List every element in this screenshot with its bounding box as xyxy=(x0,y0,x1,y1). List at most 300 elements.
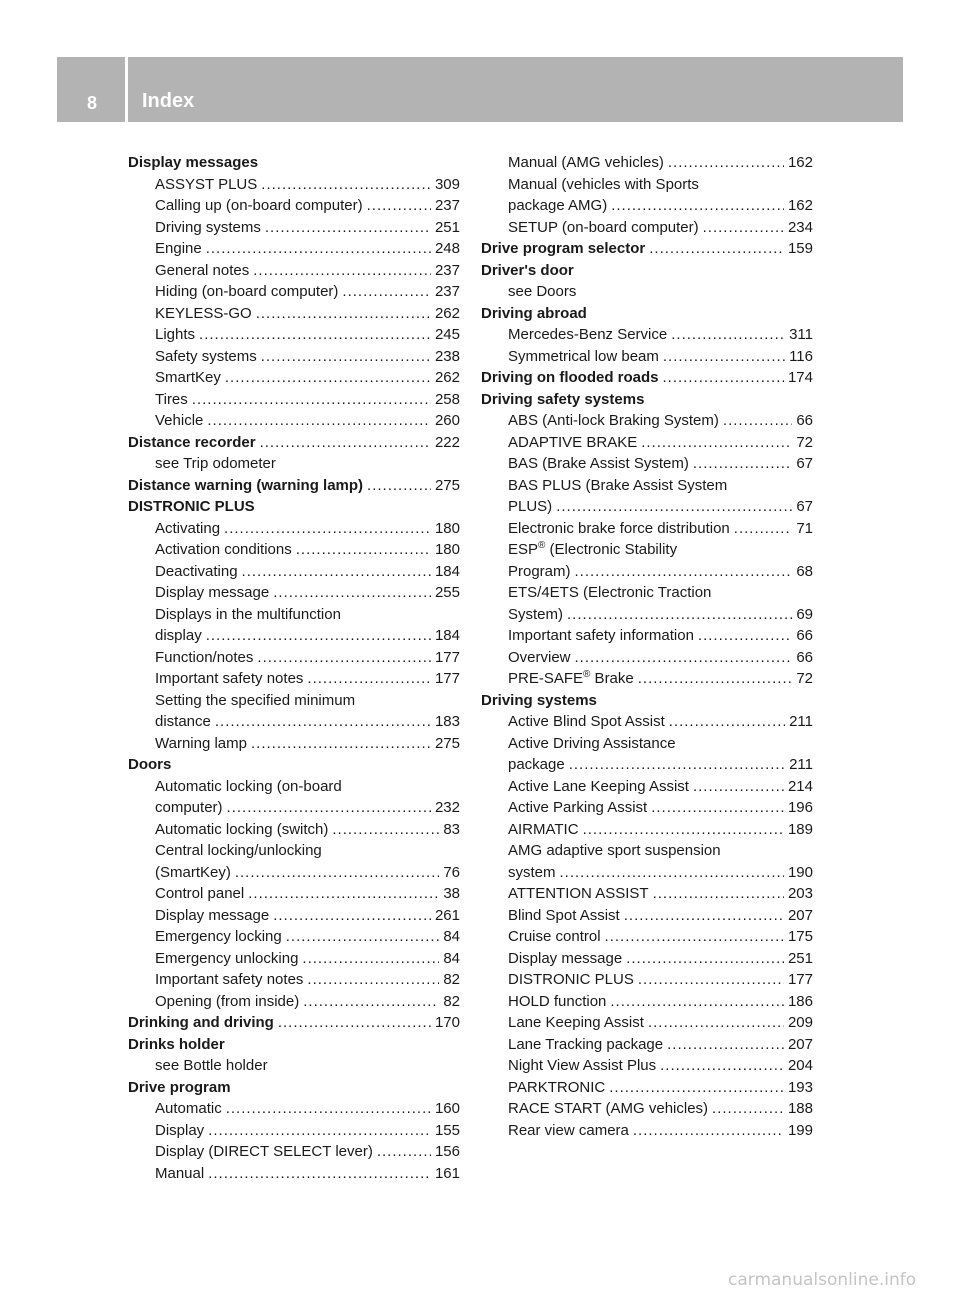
entry-text: Display message xyxy=(508,949,623,967)
index-subentry xyxy=(128,926,460,948)
dot-leader xyxy=(703,217,784,239)
page-reference: 66 xyxy=(796,648,813,666)
page-reference: 245 xyxy=(434,326,460,343)
entry-label xyxy=(155,991,299,1013)
index-subentry xyxy=(481,668,813,690)
index-subentry xyxy=(481,1012,813,1034)
dot-leader xyxy=(575,561,793,583)
dot-leader xyxy=(261,346,431,368)
entry-label xyxy=(155,905,269,927)
entry-text: AIRMATIC xyxy=(508,820,579,838)
entry-text: Displays in the multifunction xyxy=(155,605,341,623)
entry-text: see Doors xyxy=(508,283,577,300)
entry-label xyxy=(155,174,257,196)
index-subentry xyxy=(128,582,460,604)
page-reference: 275 xyxy=(434,476,460,494)
page-reference: 156 xyxy=(434,1143,460,1160)
entry-label xyxy=(481,367,659,389)
entry-text: see Bottle holder xyxy=(155,1057,268,1074)
dot-leader xyxy=(253,260,431,282)
index-subentry xyxy=(128,862,460,884)
index-subentry xyxy=(481,776,813,798)
index-heading: Doors xyxy=(128,756,172,773)
entry-label xyxy=(155,539,292,561)
index-entry xyxy=(128,432,460,454)
dot-leader xyxy=(265,217,431,239)
index-subentry xyxy=(128,883,460,905)
index-subentry xyxy=(481,1055,813,1077)
entry-text: Mercedes-Benz Service xyxy=(508,326,668,343)
page-reference: 84 xyxy=(443,928,460,945)
entry-label xyxy=(508,152,664,174)
entry-label xyxy=(508,518,730,540)
entry-label xyxy=(508,453,689,475)
entry-label xyxy=(508,969,634,991)
entry-label xyxy=(508,432,637,454)
page-reference: 72 xyxy=(796,433,813,451)
entry-text: Lights xyxy=(155,326,196,343)
page-reference: 189 xyxy=(787,820,813,838)
dot-leader xyxy=(651,797,784,819)
entry-text: Night View Assist Plus xyxy=(508,1057,657,1074)
dot-leader xyxy=(208,1120,431,1142)
dot-leader xyxy=(226,1098,431,1120)
entry-label xyxy=(155,561,238,583)
entry-text: Opening (from inside) xyxy=(155,992,300,1010)
entry-label xyxy=(508,346,659,368)
entry-label xyxy=(508,1098,708,1120)
dot-leader xyxy=(567,604,792,626)
entry-text: Manual (AMG vehicles) xyxy=(508,154,664,171)
index-subentry-text xyxy=(128,840,460,862)
page-reference: 251 xyxy=(787,949,813,967)
page-reference: 67 xyxy=(796,455,813,472)
page-reference: 186 xyxy=(787,992,813,1010)
page-reference: 66 xyxy=(796,627,813,644)
entry-text: Active Parking Assist xyxy=(508,799,648,816)
dot-leader xyxy=(302,948,439,970)
dot-leader xyxy=(332,819,439,841)
entry-label xyxy=(508,604,563,626)
entry-text: ATTENTION ASSIST xyxy=(508,885,649,902)
page-reference: 262 xyxy=(434,369,460,386)
entry-text: Important safety notes xyxy=(155,670,304,687)
index-subentry xyxy=(128,969,460,991)
dot-leader xyxy=(227,797,431,819)
entry-label xyxy=(508,668,634,690)
page-reference: 311 xyxy=(789,326,813,343)
entry-text: Deactivating xyxy=(155,562,238,580)
dot-leader xyxy=(663,367,784,389)
entry-label xyxy=(508,862,556,884)
dot-leader xyxy=(257,647,431,669)
entry-label xyxy=(508,1120,629,1142)
index-subentry-text xyxy=(481,582,813,604)
page-reference: 237 xyxy=(434,261,460,279)
page-reference: 196 xyxy=(787,799,813,816)
entry-label xyxy=(508,561,571,583)
page-reference: 193 xyxy=(787,1078,813,1096)
watermark-text: carmanualsonline.info xyxy=(728,1270,917,1290)
entry-text: Emergency locking xyxy=(155,928,282,945)
page-reference: 159 xyxy=(787,240,813,257)
dot-leader xyxy=(633,1120,784,1142)
dot-leader xyxy=(377,1141,431,1163)
entry-text: PRE-SAFE xyxy=(508,670,584,687)
dot-leader xyxy=(556,496,792,518)
entry-label xyxy=(508,625,694,647)
entry-label xyxy=(155,346,257,368)
entry-text: Active Lane Keeping Assist xyxy=(508,777,689,795)
entry-text: ESP xyxy=(508,541,539,558)
entry-text: Important safety notes xyxy=(155,971,304,988)
entry-text: Vehicle xyxy=(155,412,204,429)
page-reference: 84 xyxy=(443,949,460,967)
entry-label xyxy=(155,281,338,303)
dot-leader xyxy=(575,647,793,669)
index-subentry xyxy=(128,389,460,411)
entry-label xyxy=(155,797,223,819)
entry-label xyxy=(155,518,220,540)
index-subentry-text xyxy=(481,281,813,303)
index-subentry xyxy=(128,1163,460,1185)
index-subentry xyxy=(128,281,460,303)
entry-label xyxy=(508,905,620,927)
dot-leader xyxy=(242,561,431,583)
dot-leader xyxy=(611,195,784,217)
page-reference: 170 xyxy=(434,1014,460,1031)
page-reference: 71 xyxy=(796,519,813,537)
dot-leader xyxy=(648,1012,784,1034)
page-title: Index xyxy=(142,90,195,112)
entry-text: General notes xyxy=(155,261,250,279)
page-reference: 76 xyxy=(443,863,460,881)
page-reference: 162 xyxy=(787,154,813,171)
entry-label xyxy=(508,797,647,819)
index-subentry xyxy=(128,518,460,540)
entry-text: Drinking and driving xyxy=(128,1014,274,1031)
index-subentry xyxy=(481,152,813,174)
entry-label xyxy=(155,1120,204,1142)
page-reference: 258 xyxy=(434,390,460,408)
index-subentry xyxy=(481,819,813,841)
page-reference: 116 xyxy=(789,347,813,365)
page-reference: 38 xyxy=(443,885,460,902)
entry-text: Activating xyxy=(155,519,221,537)
entry-label xyxy=(155,410,203,432)
dot-leader xyxy=(641,432,792,454)
entry-label xyxy=(155,389,188,411)
entry-text: (SmartKey) xyxy=(155,863,231,881)
index-subentry xyxy=(128,1098,460,1120)
entry-text: Lane Tracking package xyxy=(508,1035,664,1053)
dot-leader xyxy=(278,1012,431,1034)
page-reference: 248 xyxy=(434,240,460,257)
entry-label xyxy=(508,754,565,776)
entry-text-continued: (Electronic Stability xyxy=(545,541,678,558)
page-reference: 162 xyxy=(787,197,813,214)
entry-text: Automatic locking (switch) xyxy=(155,820,329,838)
entry-label xyxy=(508,217,699,239)
entry-text: ETS/4ETS (Electronic Traction xyxy=(508,584,712,601)
dot-leader xyxy=(296,539,431,561)
page-reference: 214 xyxy=(787,777,813,795)
entry-label xyxy=(155,647,253,669)
page-reference: 161 xyxy=(434,1164,460,1182)
entry-text: HOLD function xyxy=(508,992,607,1010)
dot-leader xyxy=(569,754,785,776)
dot-leader xyxy=(712,1098,784,1120)
entry-label xyxy=(508,1012,644,1034)
entry-text: Calling up (on-board computer) xyxy=(155,197,363,214)
entry-text: Rear view camera xyxy=(508,1121,629,1139)
index-subentry xyxy=(481,991,813,1013)
entry-label xyxy=(155,367,221,389)
index-column-left xyxy=(128,152,460,1184)
page-reference: 160 xyxy=(434,1100,460,1117)
entry-label xyxy=(155,217,261,239)
registered-mark: ® xyxy=(538,540,546,551)
entry-label xyxy=(508,991,606,1013)
index-subentry xyxy=(128,217,460,239)
entry-label xyxy=(508,1055,656,1077)
page-reference: 261 xyxy=(434,906,460,924)
dot-leader xyxy=(626,948,784,970)
entry-label xyxy=(155,625,202,647)
dot-leader xyxy=(653,883,784,905)
entry-text: Display message xyxy=(155,906,270,924)
entry-text: ASSYST PLUS xyxy=(155,175,258,193)
index-subentry xyxy=(481,1120,813,1142)
index-subentry xyxy=(128,539,460,561)
page-header xyxy=(57,57,903,122)
page-reference: 237 xyxy=(434,197,460,214)
index-subentry xyxy=(128,324,460,346)
index-subentry-text xyxy=(128,1055,460,1077)
index-subentry xyxy=(128,948,460,970)
dot-leader xyxy=(693,776,784,798)
dot-leader xyxy=(560,862,784,884)
entry-text: Control panel xyxy=(155,885,245,902)
page-reference: 82 xyxy=(443,971,460,988)
dot-leader xyxy=(638,668,793,690)
entry-text: Overview xyxy=(508,648,571,666)
dot-leader xyxy=(583,819,784,841)
dot-leader xyxy=(261,174,431,196)
page-reference: 67 xyxy=(796,498,813,515)
dot-leader xyxy=(273,905,431,927)
index-subentry xyxy=(481,1098,813,1120)
page-reference: 222 xyxy=(434,433,460,451)
page-reference: 275 xyxy=(434,734,460,752)
index-subentry xyxy=(481,410,813,432)
header-divider xyxy=(125,57,128,122)
page-reference: 69 xyxy=(796,605,813,623)
page-reference: 209 xyxy=(787,1014,813,1031)
index-subentry xyxy=(481,905,813,927)
entry-text: Active Driving Assistance xyxy=(508,734,676,752)
dot-leader xyxy=(367,195,431,217)
page-reference: 199 xyxy=(787,1121,813,1139)
page-reference: 82 xyxy=(443,992,460,1010)
dot-leader xyxy=(610,991,784,1013)
entry-text: SmartKey xyxy=(155,369,221,386)
index-heading: Drinks holder xyxy=(128,1035,225,1053)
entry-label xyxy=(155,195,363,217)
entry-label xyxy=(508,819,579,841)
entry-text: Important safety information xyxy=(508,627,694,644)
index-subentry-text xyxy=(481,539,813,561)
entry-text: KEYLESS-GO xyxy=(155,304,252,322)
entry-label xyxy=(508,776,689,798)
index-subentry xyxy=(128,991,460,1013)
entry-text: BAS (Brake Assist System) xyxy=(508,455,689,472)
index-subentry-text xyxy=(128,690,460,712)
entry-label xyxy=(508,883,649,905)
entry-label xyxy=(155,260,249,282)
entry-label xyxy=(508,1077,605,1099)
dot-leader xyxy=(307,668,431,690)
entry-text: Hiding (on-board computer) xyxy=(155,283,339,300)
page-reference: 175 xyxy=(787,928,813,945)
dot-leader xyxy=(303,991,439,1013)
index-subentry xyxy=(128,733,460,755)
index-subentry xyxy=(481,195,813,217)
dot-leader xyxy=(273,582,431,604)
index-column-right xyxy=(481,152,813,1141)
dot-leader xyxy=(225,367,431,389)
index-subentry xyxy=(481,604,813,626)
page-reference: 207 xyxy=(787,1035,813,1053)
index-heading: Driving safety systems xyxy=(481,390,645,408)
index-subentry xyxy=(128,797,460,819)
dot-leader xyxy=(624,905,784,927)
entry-text: Central locking/unlocking xyxy=(155,842,322,859)
entry-label xyxy=(128,1012,274,1034)
dot-leader xyxy=(207,410,431,432)
index-subentry xyxy=(128,819,460,841)
page-reference: 66 xyxy=(796,412,813,429)
entry-text: ABS (Anti-lock Braking System) xyxy=(508,412,719,429)
page-reference: 177 xyxy=(787,971,813,988)
dot-leader xyxy=(208,1163,431,1185)
index-heading: Driving abroad xyxy=(481,304,587,322)
index-subentry xyxy=(128,346,460,368)
entry-label xyxy=(508,1034,663,1056)
entry-label xyxy=(508,926,601,948)
index-subentry xyxy=(481,926,813,948)
entry-text: Active Blind Spot Assist xyxy=(508,713,665,730)
index-subentry xyxy=(481,625,813,647)
index-subentry xyxy=(481,518,813,540)
page-reference: 211 xyxy=(789,713,813,730)
index-subentry xyxy=(481,346,813,368)
index-subentry xyxy=(481,432,813,454)
entry-text: Warning lamp xyxy=(155,734,247,752)
entry-label xyxy=(155,969,303,991)
index-subentry xyxy=(128,238,460,260)
entry-label xyxy=(155,668,303,690)
index-subentry xyxy=(128,195,460,217)
entry-text: Manual xyxy=(155,1164,205,1182)
index-subentry xyxy=(481,561,813,583)
page-reference: 255 xyxy=(434,584,460,601)
entry-label xyxy=(481,238,645,260)
dot-leader xyxy=(638,969,784,991)
entry-label xyxy=(128,475,363,497)
entry-text: display xyxy=(155,627,202,644)
entry-label xyxy=(508,711,665,733)
dot-leader xyxy=(660,1055,784,1077)
page-reference: 232 xyxy=(434,799,460,816)
entry-text: Display (DIRECT SELECT lever) xyxy=(155,1143,373,1160)
dot-leader xyxy=(649,238,784,260)
index-heading: DISTRONIC PLUS xyxy=(128,498,255,515)
entry-text: Blind Spot Assist xyxy=(508,906,620,924)
entry-label xyxy=(508,948,622,970)
entry-text: Cruise control xyxy=(508,928,601,945)
entry-label xyxy=(155,883,244,905)
entry-text: Distance recorder xyxy=(128,433,256,451)
entry-text: computer) xyxy=(155,799,223,816)
page-reference: 183 xyxy=(434,713,460,730)
page-reference: 309 xyxy=(434,175,460,193)
index-subentry xyxy=(481,324,813,346)
index-subentry xyxy=(128,905,460,927)
entry-label xyxy=(155,926,282,948)
index-subentry-text xyxy=(481,475,813,497)
entry-text-continued: Brake xyxy=(590,670,634,687)
entry-label xyxy=(155,324,195,346)
entry-text: Automatic xyxy=(155,1100,222,1117)
dot-leader xyxy=(605,926,784,948)
entry-text: Setting the specified minimum xyxy=(155,691,356,709)
index-heading: Driver's door xyxy=(481,261,574,279)
page-reference: 180 xyxy=(434,519,460,537)
index-subentry xyxy=(128,711,460,733)
entry-text: Function/notes xyxy=(155,648,254,666)
page-reference: 174 xyxy=(787,369,813,386)
index-subentry xyxy=(128,1120,460,1142)
page-reference: 188 xyxy=(787,1100,813,1117)
index-subentry xyxy=(481,453,813,475)
entry-text: PARKTRONIC xyxy=(508,1078,606,1096)
dot-leader xyxy=(609,1077,784,1099)
dot-leader xyxy=(206,625,431,647)
page-reference: 251 xyxy=(434,218,460,236)
index-subentry xyxy=(481,1077,813,1099)
page-reference: 238 xyxy=(434,347,460,365)
index-subentry xyxy=(481,948,813,970)
entry-text: RACE START (AMG vehicles) xyxy=(508,1100,709,1117)
entry-text: Lane Keeping Assist xyxy=(508,1014,644,1031)
entry-label xyxy=(155,862,231,884)
dot-leader xyxy=(671,324,785,346)
entry-text: AMG adaptive sport suspension xyxy=(508,842,721,859)
index-entry xyxy=(128,1012,460,1034)
index-subentry xyxy=(481,217,813,239)
entry-text: Tires xyxy=(155,390,188,408)
index-subentry-text xyxy=(128,604,460,626)
entry-label xyxy=(155,711,211,733)
entry-label xyxy=(155,819,328,841)
page-reference: 260 xyxy=(434,412,460,429)
index-subentry-text xyxy=(481,733,813,755)
entry-label xyxy=(508,195,607,217)
entry-label xyxy=(508,324,667,346)
entry-label xyxy=(155,303,252,325)
entry-text: Distance warning (warning lamp) xyxy=(128,476,364,494)
